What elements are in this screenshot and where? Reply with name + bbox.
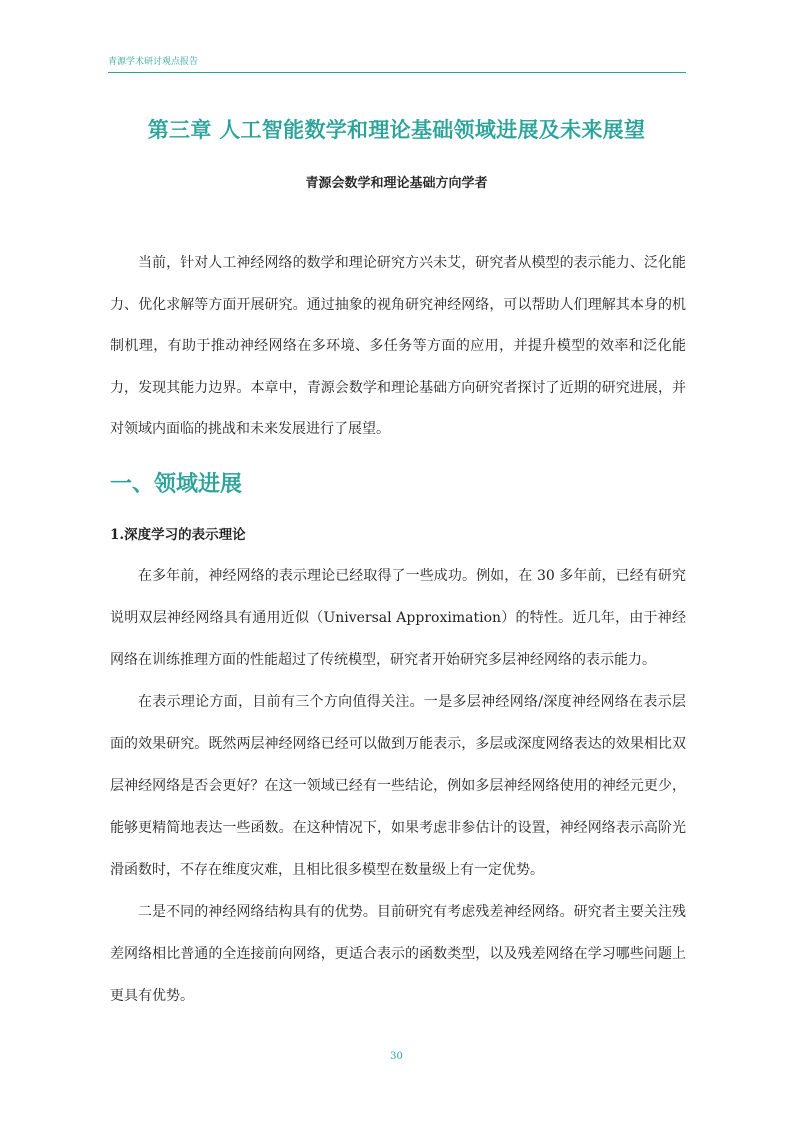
running-header-text: 青源学术研讨观点报告 <box>108 57 199 67</box>
body-paragraph-3: 二是不同的神经网络结构具有的优势。目前研究有考虑残差神经网络。研究者主要关注残差网络相比普通的全连接前向网络，更适合表示的函数类型，以及残差网络在学习哪些问题上更具有优势。 <box>110 904 686 1004</box>
body-paragraph-2: 在表示理论方面，目前有三个方向值得关注。一是多层神经网络/深度神经网络在表示层面的效果研究。既然两层神经网络已经可以做到万能表示，多层或深度网络表达的效果相比双层神经网络是否会更好？在这一领域已经有一些结论，例如多层神经网络使用的神经元更少，能够更精简地表达一些函数。在这种情况下，如果考虑非参估计的设置，神经网络表示高阶光滑函数时，不存在维度灾难，且相比很多模型在数量级上有一定优势。 <box>110 694 686 878</box>
intro-paragraph: 当前，针对人工神经网络的数学和理论研究方兴未艾，研究者从模型的表示能力、泛化能力、优化求解等方面开展研究。通过抽象的视角研究神经网络，可以帮助人们理解其本身的机制机理，有助于推动神经网络在多环境、多任务等方面的应用，并提升模型的效率和泛化能力，发现其能力边界。本章中，青源会数学和理论基础方向研究者探讨了近期的研究进展，并对领域内面临的挑战和未来发展进行了展望。 <box>110 255 686 437</box>
section-heading: 一、领域进展 <box>110 471 243 497</box>
running-header <box>108 56 686 73</box>
body-paragraph-1: 在多年前，神经网络的表示理论已经取得了一些成功。例如，在 30 多年前，已经有研究说明双层神经网络具有通用近似（Universal Approximation）的特性。近几年，由于神经网络在训练推理方面的性能超过了传统模型，研究者开始研究多层神经网络的表示能力。 <box>110 568 686 668</box>
chapter-title: 第三章 人工智能数学和理论基础领域进展及未来展望 <box>147 117 646 142</box>
chapter-subtitle: 青源会数学和理论基础方向学者 <box>305 176 488 191</box>
subsection-heading: 1.深度学习的表示理论 <box>110 527 246 543</box>
page-number: 30 <box>390 1051 403 1062</box>
